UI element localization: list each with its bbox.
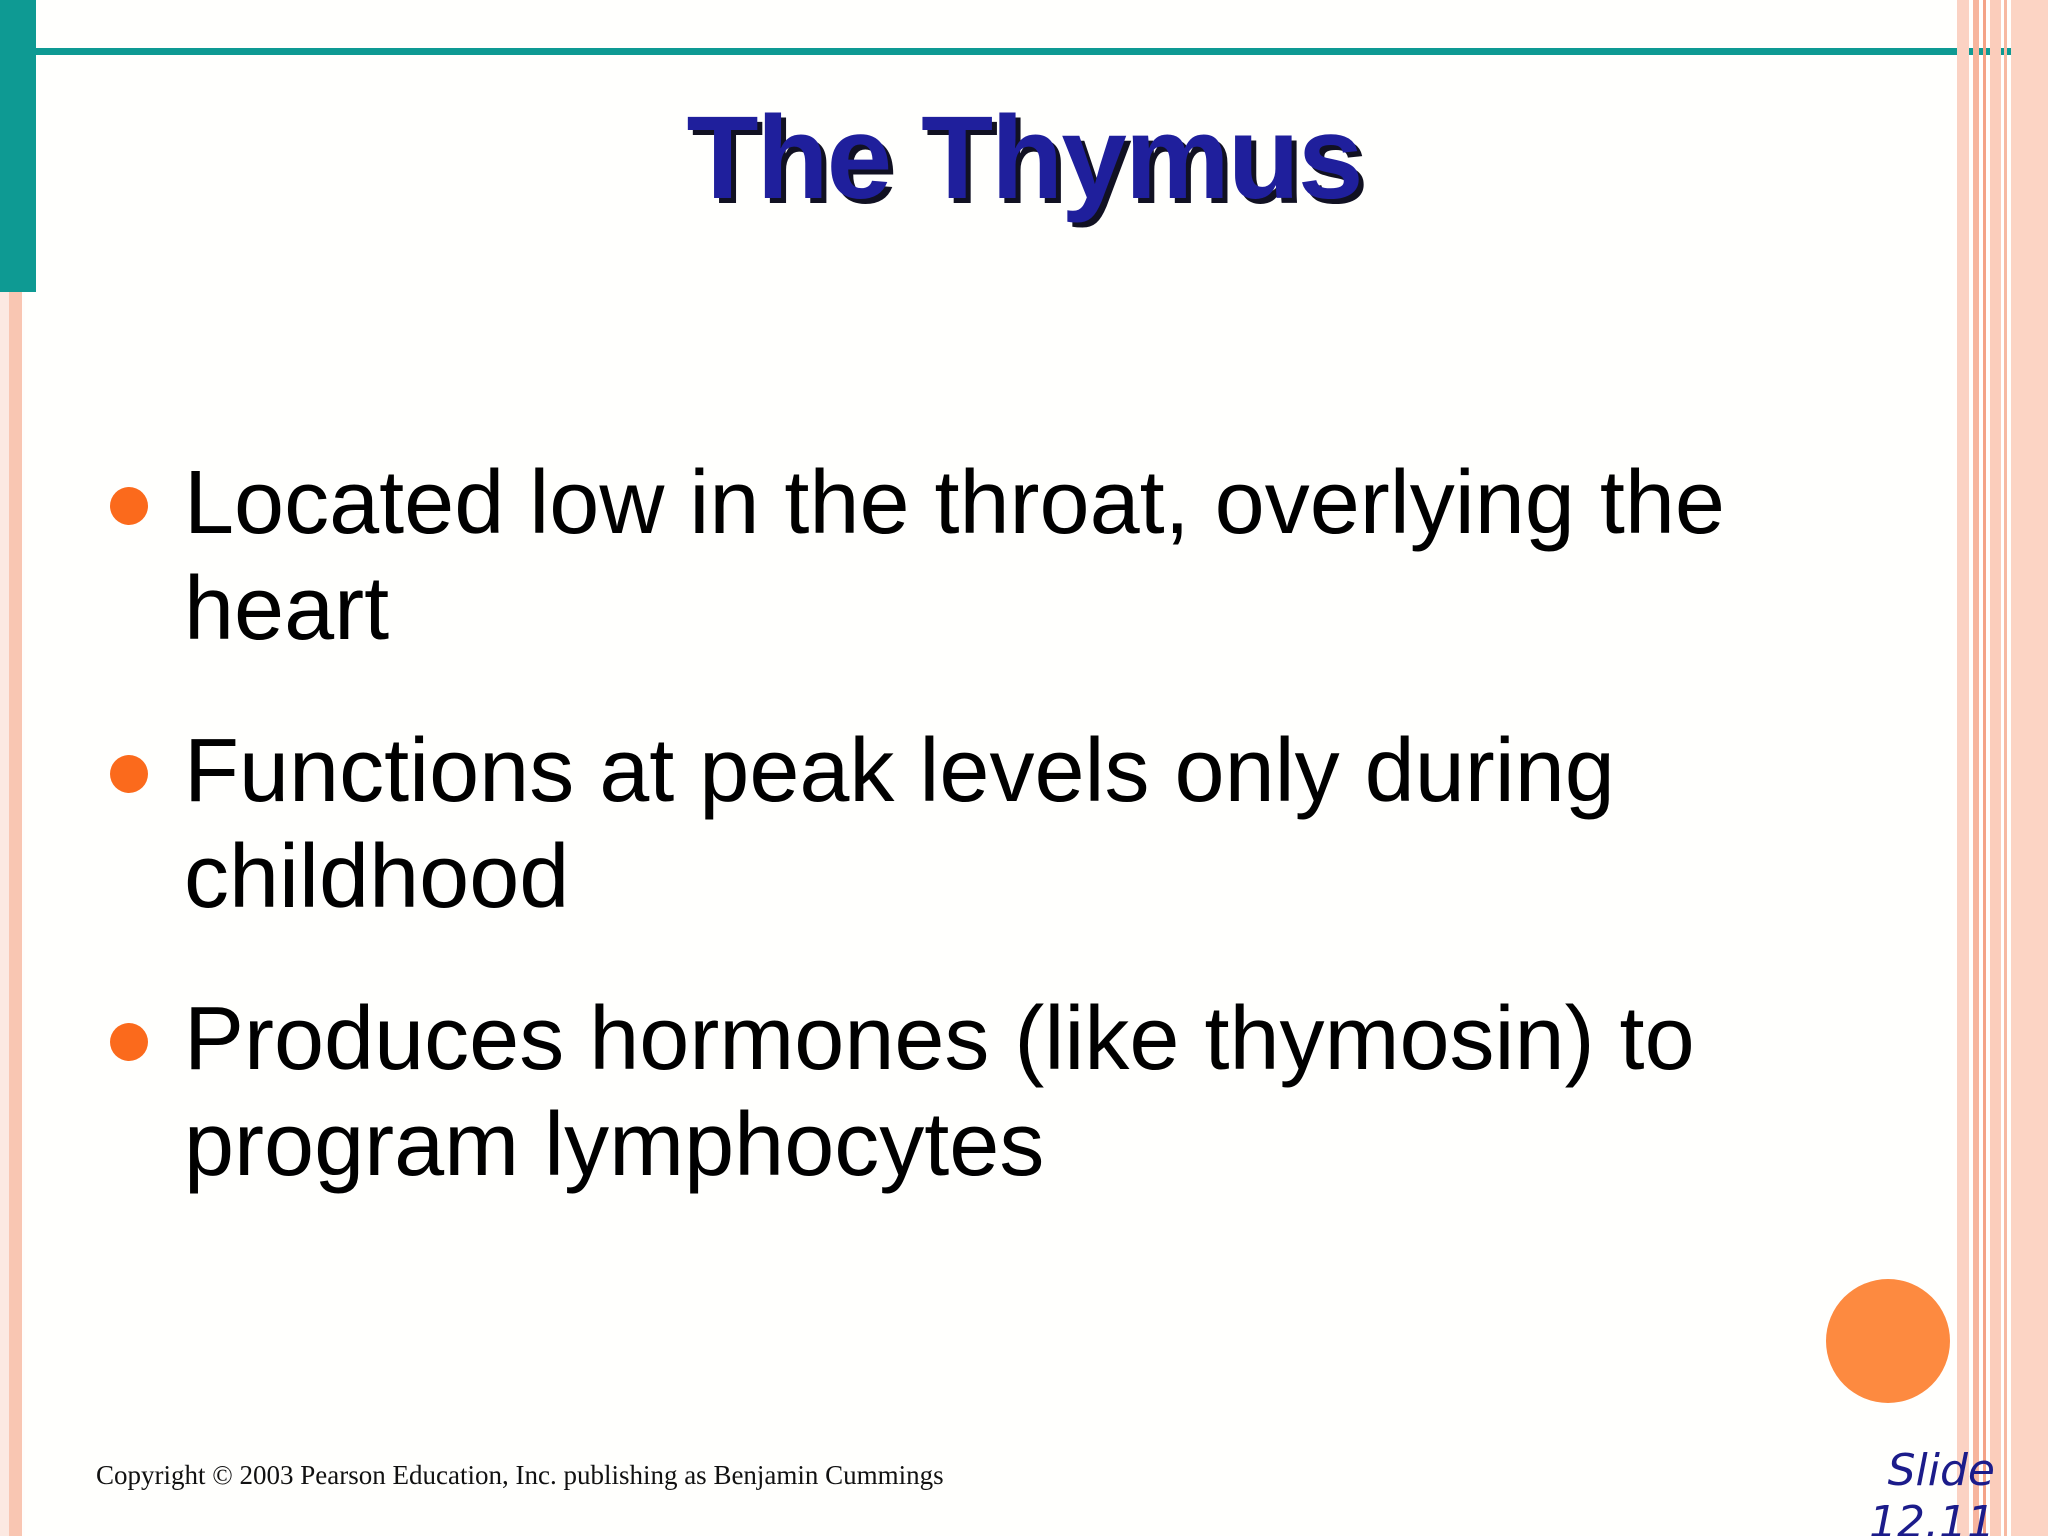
right-border-stripe	[1973, 0, 1979, 1536]
bullet-text-line: Located low in the throat, overlying the	[184, 453, 1725, 553]
slide-number	[1850, 1445, 1995, 1536]
bullet-dot-icon	[110, 755, 148, 793]
copyright-notice: Copyright © 2003 Pearson Education, Inc. publishing as Benjamin Cummings	[96, 1460, 944, 1490]
slide-label: Slide	[1887, 1445, 1995, 1496]
bullet-text-line: heart	[184, 559, 390, 659]
bullet-dot-icon	[110, 487, 148, 525]
bullet-item	[100, 986, 1900, 1198]
right-border-stripe	[1983, 0, 1986, 1536]
bullet-item	[100, 450, 1900, 662]
bullet-text-line: Functions at peak levels only during	[184, 721, 1615, 821]
bullet-text-line: childhood	[184, 827, 570, 927]
bullet-list	[100, 450, 1900, 1254]
top-teal-rule	[36, 48, 2032, 55]
right-border-stripe	[1990, 0, 2001, 1536]
bullet-text-line: Produces hormones (like thymosin) to	[184, 989, 1695, 1089]
right-border-stripe	[2011, 0, 2048, 1536]
orange-circle-decoration	[1826, 1279, 1950, 1403]
bullet-text-line: program lymphocytes	[184, 1095, 1045, 1195]
bullet-item	[100, 718, 1900, 930]
bullet-dot-icon	[110, 1023, 148, 1061]
right-border-stripe	[1957, 0, 1969, 1536]
slide-title: The Thymus	[686, 92, 1362, 224]
slide-number-value: 12.11	[1869, 1497, 1995, 1536]
right-border-stripe	[2004, 0, 2007, 1536]
